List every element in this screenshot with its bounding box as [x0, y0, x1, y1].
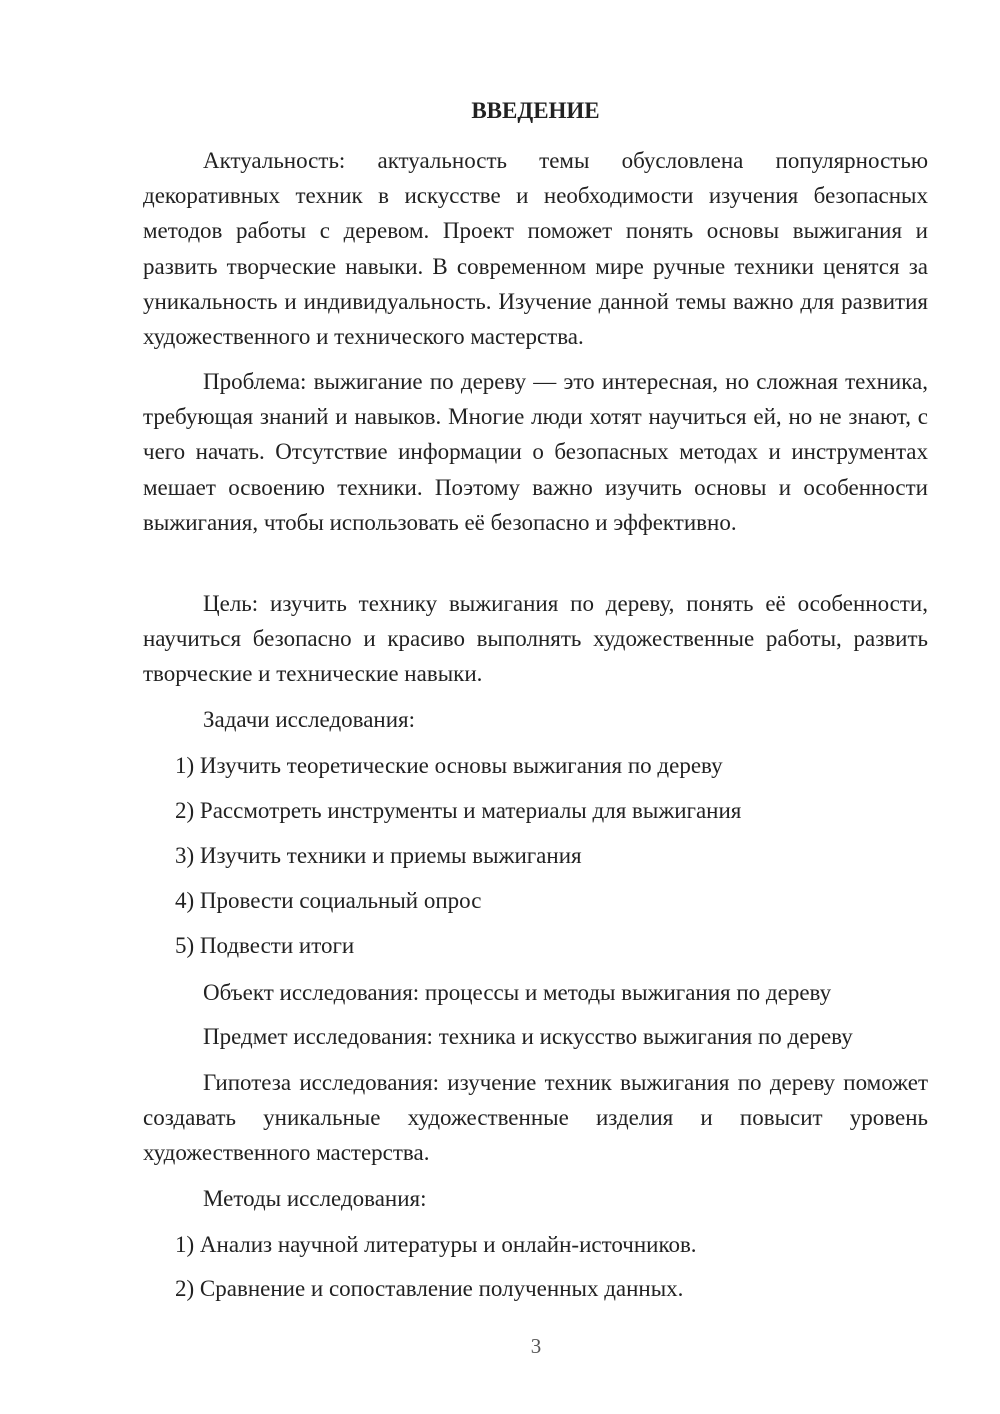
method-item: 1) Анализ научной литературы и онлайн-источников.	[175, 1232, 697, 1257]
method-item: 2) Сравнение и сопоставление полученных данных.	[175, 1276, 684, 1301]
task-item: 5) Подвести итоги	[175, 933, 355, 958]
task-item: 4) Провести социальный опрос	[175, 888, 482, 913]
object-line: Объект исследования: процессы и методы выжигания по дереву	[203, 980, 832, 1005]
task-item: 2) Рассмотреть инструменты и материалы для выжигания	[175, 798, 742, 823]
task-item: 1) Изучить теоретические основы выжигания по дереву	[175, 753, 723, 778]
goal-paragraph: Цель: изучить технику выжигания по дереву, понять её особенности, научиться безопасно и красиво выполнять художественные работы, развить творческие и технические навыки.	[143, 591, 928, 687]
problem-paragraph: Проблема: выжигание по дереву — это интересная, но сложная техника, требующая знаний и навыков. Многие люди хотят научиться ей, но не знают, с чего начать. Отсутствие информации о безопасных методах и инструментах мешает освоению техники. Поэтому важно изучить основы и особенности выжигания, чтобы использовать её безопасно и эффективно.	[143, 369, 928, 535]
methods-heading: Методы исследования:	[203, 1186, 427, 1211]
relevance-paragraph: Актуальность: актуальность темы обусловлена популярностью декоративных техник в искусстве и необходимости изучения безопасных методов работы с деревом. Проект поможет понять основы выжигания и развить творческие навыки. В современном мире ручные техники ценятся за уникальность и индивидуальность. Изучение данной темы важно для развития художественного и технического мастерства.	[143, 148, 928, 350]
page-number: 3	[530, 1334, 542, 1358]
hypothesis-paragraph: Гипотеза исследования: изучение техник выжигания по дереву поможет создавать уникальные художественные изделия и повысит уровень художественного мастерства.	[143, 1070, 928, 1166]
task-item: 3) Изучить техники и приемы выжигания	[175, 843, 582, 868]
subject-line: Предмет исследования: техника и искусство выжигания по дереву	[203, 1024, 853, 1049]
section-title: ВВЕДЕНИЕ	[471, 98, 600, 123]
tasks-heading: Задачи исследования:	[203, 707, 416, 732]
